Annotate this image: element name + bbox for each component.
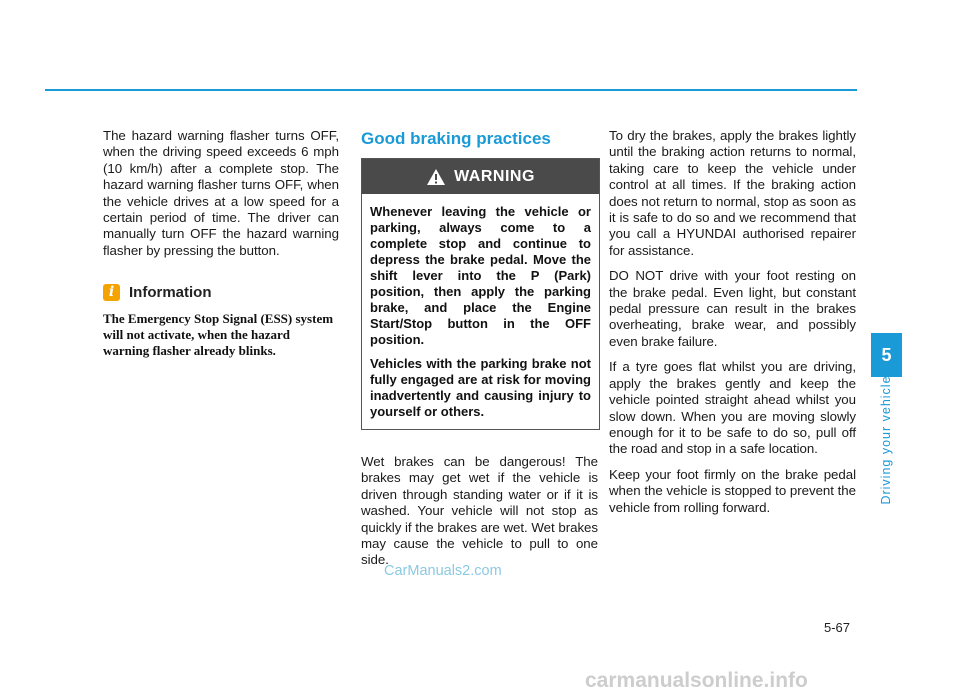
header-rule	[45, 89, 857, 91]
middle-column	[361, 128, 598, 578]
body-paragraph: DO NOT drive with your foot resting on the brake pedal. Even light, but constant pedal pressure can result in the brakes overheating, brake wear, and possibly even brake failure.	[609, 268, 856, 349]
body-paragraph: Keep your foot firmly on the brake pedal when the vehicle is stopped to prevent the vehicle from rolling forward.	[609, 466, 856, 515]
warning-title: WARNING	[454, 167, 535, 185]
chapter-label: Driving your vehicle	[879, 375, 893, 505]
warning-header	[362, 159, 599, 194]
left-column	[103, 128, 339, 359]
information-header	[103, 281, 339, 303]
watermark-corner: carmanualsonline.info	[585, 669, 808, 692]
hazard-flasher-paragraph: The hazard warning flasher turns OFF, when the driving speed exceeds 6 mph (10 km/h) after a complete stop. The hazard warning flasher turns OFF, when the vehicle drives at a low speed for a certain period of time. The driver can manually turn OFF the hazard warning flasher by pressing the button.	[103, 128, 339, 258]
warning-paragraph: Whenever leaving the vehicle or parking, always come to a complete stop and continue to depress the brake pedal. Move the shift lever into the P (Park) position, then apply the parking brake, and place the Engine Start/Stop button in the OFF position.	[370, 204, 591, 347]
warning-paragraph: Vehicles with the parking brake not fully engaged are at risk for moving inadvertently and causing injury to yourself or others.	[370, 356, 591, 419]
body-paragraph: To dry the brakes, apply the brakes lightly until the braking action returns to normal, taking care to keep the vehicle under control at all times. If the braking action does not return to normal, stop as soon as it is safe to do so and we recommend that you call a HYUNDAI authorised repairer for assistance.	[609, 128, 856, 258]
warning-box	[361, 158, 600, 430]
body-paragraph: If a tyre goes flat whilst you are driving, apply the brakes gently and keep the vehicle pointed straight ahead whilst you slow down. When you are moving slowly enough for it to be safe to do so, pull off the road and stop in a safe location.	[609, 359, 856, 457]
warning-body	[362, 194, 599, 429]
information-title: Information	[129, 283, 212, 301]
section-title: Good braking practices	[361, 129, 551, 148]
information-icon: i	[103, 284, 120, 301]
page-number: 5-67	[824, 620, 851, 635]
right-column	[609, 128, 856, 525]
wet-brakes-paragraph: Wet brakes can be dangerous! The brakes may get wet if the vehicle is driven through standing water or if it is washed. Your vehicle will not stop as quickly if the brakes are wet. Wet brakes may cause the vehicle to pull to one side.	[361, 454, 598, 568]
chapter-tab: 5	[871, 333, 902, 377]
warning-triangle-icon	[426, 168, 446, 186]
watermark-link[interactable]: CarManuals2.com	[384, 563, 502, 579]
information-text: The Emergency Stop Signal (ESS) system will not activate, when the hazard warning flasher already blinks.	[103, 311, 334, 359]
